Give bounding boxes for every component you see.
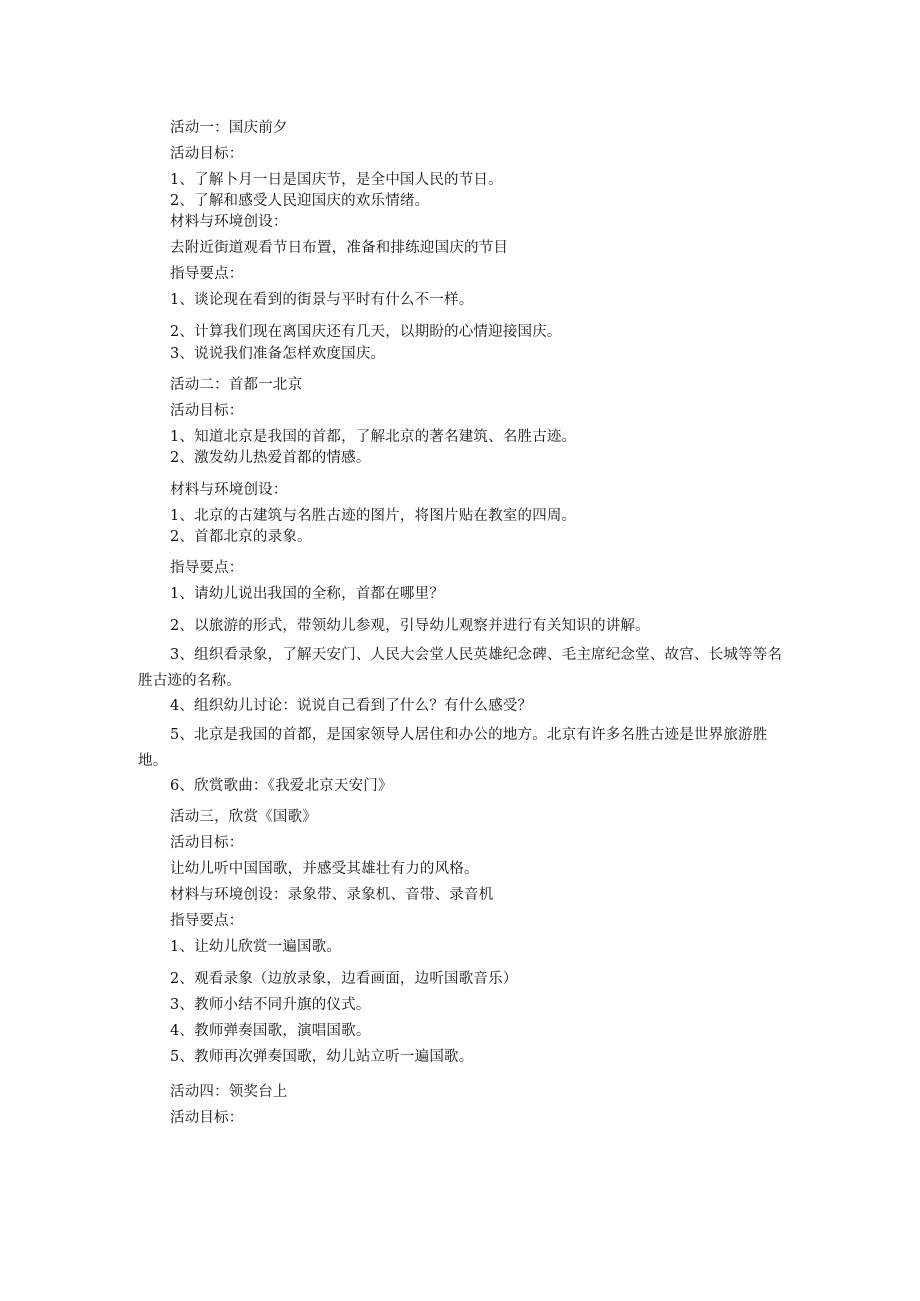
activity2-title: 活动二：首都一北京: [170, 377, 303, 393]
activity1-materials: 去附近街道观看节日布置，准备和排练迎国庆的节目: [170, 240, 509, 256]
activity2-guidance-3-text: 3、组织看录象，了解天安门、人民大会堂人民英雄纪念碑、毛主席纪念堂、故宫、长城等等名胜古迹的名称。: [138, 647, 783, 689]
activity1-guidance-heading: 指导要点：: [170, 266, 244, 282]
activity1-title: 活动一：国庆前夕: [170, 120, 288, 136]
activity4-title: 活动四：领奖台上: [170, 1084, 288, 1100]
activity1-goals-heading: 活动目标：: [170, 146, 244, 162]
activity3-title: 活动三，欣赏《国歌》: [170, 809, 317, 825]
activity1-goal-2: 2、了解和感受人民迎国庆的欢乐情绪。: [170, 193, 430, 209]
activity2-materials-heading: 材料与环境创设：: [170, 482, 288, 498]
activity2-guidance-5-text: 5、北京是我国的首都，是国家领导人居住和办公的地方。北京有许多名胜古迹是世界旅游胜地。: [138, 727, 768, 769]
activity1-materials-heading: 材料与环境创设：: [170, 214, 288, 230]
activity2-goals-heading: 活动目标：: [170, 403, 244, 419]
activity3-materials: 材料与环境创设：录象带、录象机、音带、录音机: [170, 887, 494, 903]
activity2-guidance-3: [138, 642, 783, 694]
activity3-goals-heading: 活动目标：: [170, 835, 244, 851]
activity1-guidance-3: 3、说说我们准备怎样欢度国庆。: [170, 346, 386, 362]
activity4-goals-heading: 活动目标：: [170, 1110, 244, 1126]
activity2-materials-2: 2、首都北京的录象。: [170, 529, 312, 545]
activity2-guidance-5: [138, 722, 783, 774]
activity2-goal-2: 2、激发幼儿热爱首都的情感。: [170, 450, 371, 466]
activity2-guidance-2: 2、以旅游的形式，带领幼儿参观，引导幼儿观察并进行有关知识的讲解。: [170, 618, 650, 634]
activity1-guidance-1: 1、谈论现在看到的街景与平时有什么不一样。: [170, 292, 474, 308]
activity2-guidance-1: 1、请幼儿说出我国的全称，首都在哪里？: [170, 586, 445, 602]
activity2-guidance-4: 4、组织幼儿讨论：说说自己看到了什么？有什么感受？: [170, 698, 533, 714]
activity2-goal-1: 1、知道北京是我国的首都，了解北京的著名建筑、名胜古迹。: [170, 429, 577, 445]
activity3-guidance-1: 1、让幼儿欣赏一遍国歌。: [170, 939, 342, 955]
activity1-guidance-2: 2、计算我们现在离国庆还有几天，以期盼的心情迎接国庆。: [170, 324, 562, 340]
activity2-materials-1: 1、北京的古建筑与名胜古迹的图片，将图片贴在教室的四周。: [170, 508, 577, 524]
activity1-goal-1: 1、了解卜月一日是国庆节，是全中国人民的节日。: [170, 172, 503, 188]
activity3-guidance-5: 5、教师再次弹奏国歌，幼儿站立听一遍国歌。: [170, 1049, 474, 1065]
activity3-guidance-3: 3、教师小结不同升旗的仪式。: [170, 997, 371, 1013]
activity3-goals: 让幼儿听中国国歌，并感受其雄壮有力的风格。: [170, 861, 479, 877]
activity3-guidance-4: 4、教师弹奏国歌，演唱国歌。: [170, 1023, 371, 1039]
activity2-guidance-heading: 指导要点：: [170, 560, 244, 576]
activity3-guidance-heading: 指导要点：: [170, 913, 244, 929]
activity3-guidance-2: 2、观看录象（边放录象，边看画面，边听国歌音乐）: [170, 971, 518, 987]
activity2-guidance-6: 6、欣赏歌曲：《我爱北京天安门》: [170, 778, 393, 794]
